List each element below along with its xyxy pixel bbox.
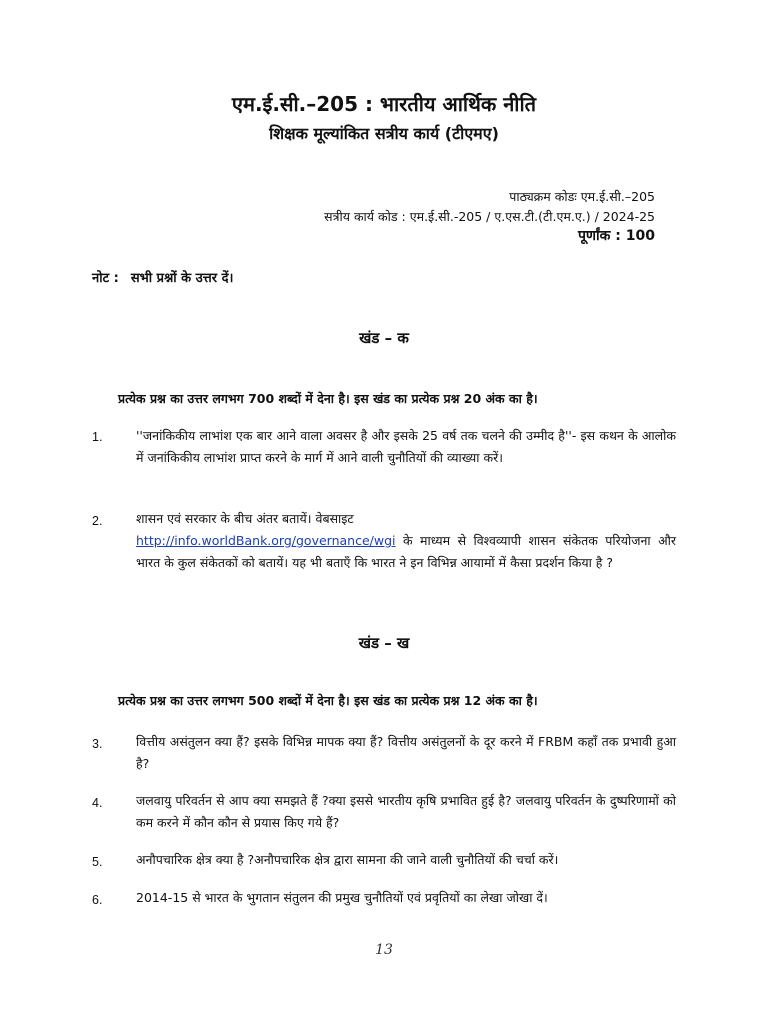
question-number: 4. — [92, 796, 103, 810]
max-marks: पूर्णांक : 100 — [577, 228, 655, 244]
section-a-heading: खंड – क — [359, 329, 409, 347]
question-number: 6. — [92, 893, 103, 907]
section-b-heading: खंड – ख — [358, 634, 410, 652]
note-label: नोट : — [92, 271, 119, 286]
question-number: 1. — [92, 430, 103, 444]
question-text: वित्तीय असंतुलन क्या हैं? इसके विभिन्न मापक क्या हैं? वित्तीय असंतुलनों के दूर करने में FRBM कहाँ तक प्रभावी हुआ है? — [136, 734, 676, 771]
document-subtitle: शिक्षक मूल्यांकित सत्रीय कार्य (टीएमए) — [269, 124, 499, 143]
question-text-part: शासन एवं सरकार के बीच अंतर बतायें। वेबसाइट — [136, 511, 354, 526]
course-code: पाठ्यक्रम कोडः एम.ई.सी.–205 — [509, 189, 655, 204]
question-text: 2014-15 से भारत के भुगतान संतुलन की प्रमुख चुनौतियों एवं प्रवृतियों का लेखा जोखा दें। — [136, 890, 548, 905]
document-title: एम.ई.सी.–205 : भारतीय आर्थिक नीति — [231, 92, 537, 116]
assignment-code: सत्रीय कार्य कोड : एम.ई.सी.-205 / ए.एस.टी.(टी.एम.ए.) / 2024-25 — [324, 209, 655, 224]
question-number: 5. — [92, 855, 103, 869]
question-text-part: के माध्यम से विश्वव्यापी शासन संकेतक परियोजना और भारत के कुल संकेतकों को बतायें। यह भी बताएँ कि भारत ने इन विभिन्न आयामों में कैसा प्रदर्शन किया है ? — [136, 533, 676, 570]
question-number: 3. — [92, 737, 103, 751]
worldbank-wgi-link[interactable]: http://info.worldBank.org/governance/wgi — [136, 533, 396, 548]
question-text: ''जनांकिकीय लाभांश एक बार आने वाला अवसर है और इसके 25 वर्ष तक चलने की उम्मीद है''- इस कथन के आलोक में जनांकिकीय लाभांश प्राप्त करने के मार्ग में आने वाली चुनौतियों की व्याख्या करें। — [136, 428, 676, 465]
section-b-instruction: प्रत्येक प्रश्न का उत्तर लगभग 500 शब्दों में देना है। इस खंड का प्रत्येक प्रश्न 12 अंक का है। — [118, 693, 538, 708]
section-a-instruction: प्रत्येक प्रश्न का उत्तर लगभग 700 शब्दों में देना है। इस खंड का प्रत्येक प्रश्न 20 अंक का है। — [118, 391, 538, 406]
page-number: 13 — [375, 942, 393, 958]
question-text: अनौपचारिक क्षेत्र क्या है ?अनौपचारिक क्षेत्र द्वारा सामना की जाने वाली चुनौतियों की चर्चा करें। — [136, 852, 559, 867]
question-text — [136, 508, 676, 574]
question-text: जलवायु परिवर्तन से आप क्या समझते हैं ?क्या इससे भारतीय कृषि प्रभावित हुई है? जलवायु परिवर्तन के दुष्परिणामों को कम करने में कौन कौन से प्रयास किए गये हैं? — [136, 793, 676, 830]
question-number: 2. — [92, 514, 103, 528]
note-line — [92, 268, 233, 286]
note-text: सभी प्रश्नों के उत्तर दें। — [130, 271, 234, 286]
